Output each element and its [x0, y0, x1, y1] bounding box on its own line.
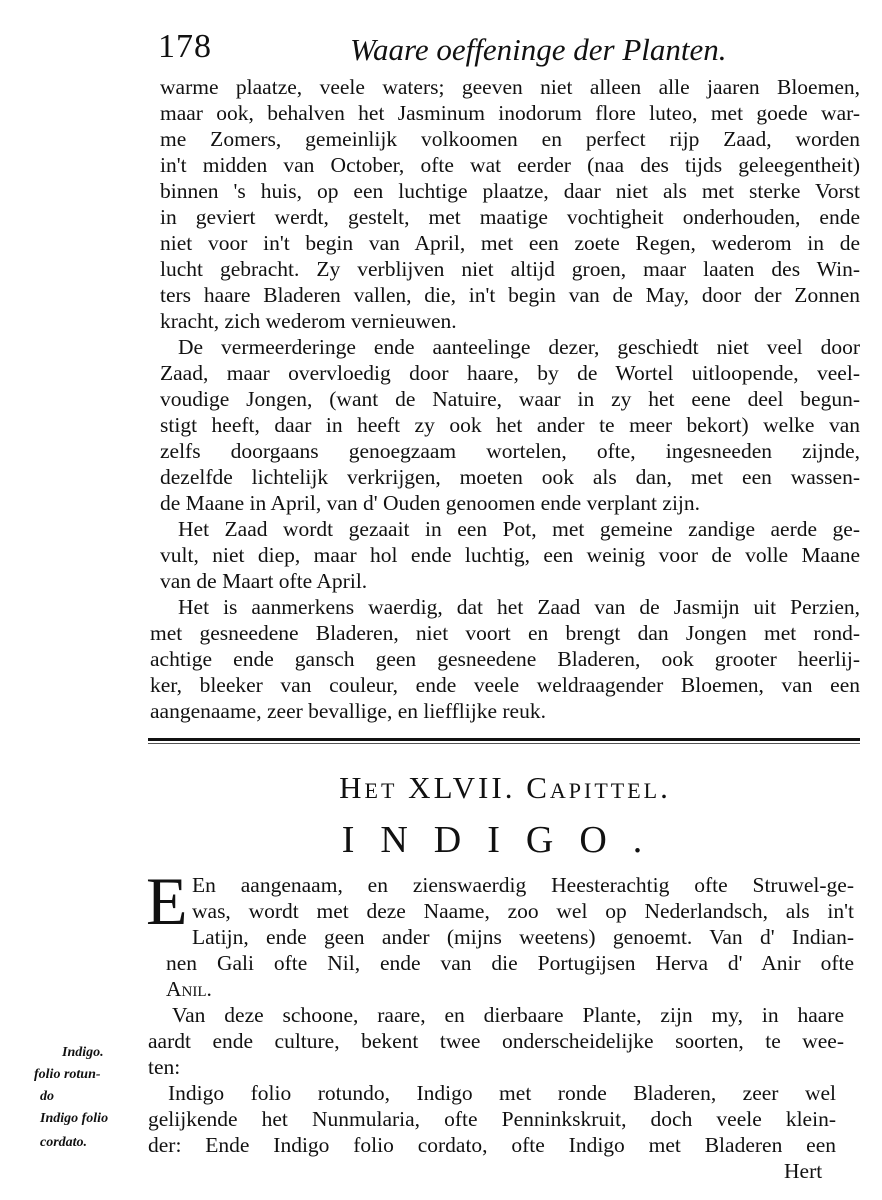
body-line: lucht gebracht. Zy verblijven niet altijd groen, maar laaten des Win- [160, 257, 860, 281]
section-divider-thin [148, 743, 860, 744]
margin-note: do [40, 1089, 54, 1104]
body-line: vult, niet diep, maar hol ende luchtig, een weinig voor de volle Maane [160, 543, 860, 567]
chapter-line: gelijkende het Nunmularia, ofte Penninkskruit, doch veele klein- [148, 1107, 836, 1131]
margin-note: cordato. [40, 1135, 88, 1150]
body-line: aangenaame, zeer bevallige, en liefflijke reuk. [150, 699, 546, 723]
body-line: achtige ende gansch geen gesneedene Bladeren, ook grooter heerlij- [150, 647, 860, 671]
body-line: met gesneedene Bladeren, niet voort en brengt dan Jongen met rond- [150, 621, 860, 645]
chapter-line: aardt ende culture, bekent twee onderscheidelijke soorten, te wee- [148, 1029, 844, 1053]
catchword: Hert [784, 1159, 823, 1183]
chapter-title: INDIGO. [341, 819, 669, 861]
chapter-line: En aangenaam, en zienswaerdig Heesterachtig ofte Struwel-ge- [192, 873, 854, 897]
body-line: ters haare Bladeren vallen, die, in't begin van de May, door der Zonnen [160, 283, 860, 307]
chapter-line: Latijn, ende geen ander (mijns weetens) genoemt. Van d' Indian- [192, 925, 854, 949]
section-divider [148, 738, 860, 741]
chapter-line: Indigo folio rotundo, Indigo met ronde Bladeren, zeer wel [168, 1081, 836, 1105]
chapter-line: der: Ende Indigo folio cordato, ofte Indigo met Bladeren een [148, 1133, 836, 1157]
body-line: van de Maart ofte April. [160, 569, 368, 593]
body-line: in't midden van October, ofte wat eerder (naa des tijds geleegentheit) [160, 153, 860, 177]
body-line: Het is aanmerkens waerdig, dat het Zaad van de Jasmijn uit Perzien, [178, 595, 860, 619]
margin-note: folio rotun- [34, 1067, 101, 1082]
body-line: kracht, zich wederom vernieuwen. [160, 309, 457, 333]
page-number: 178 [158, 28, 212, 65]
chapter-line: Anil. [166, 977, 212, 1001]
running-title: Waare oeffeninge der Planten. [350, 32, 727, 67]
chapter-line: ten: [148, 1055, 181, 1079]
chapter-line: was, wordt met deze Naame, zoo wel op Nederlandsch, als in't [192, 899, 854, 923]
body-line: De vermeerderinge ende aanteelinge dezer, geschiedt niet veel door [178, 335, 860, 359]
chapter-heading: Het XLVII. Capittel. [339, 770, 671, 805]
body-line: Het Zaad wordt gezaait in een Pot, met gemeine zandige aerde ge- [178, 517, 860, 541]
margin-note: Indigo folio [40, 1111, 109, 1126]
body-line: me Zomers, gemeinlijk volkoomen en perfect rijp Zaad, worden [160, 127, 860, 151]
chapter-line: Van deze schoone, raare, en dierbaare Plante, zijn my, in haare [172, 1003, 844, 1027]
running-head [150, 28, 860, 70]
margin-note: Indigo. [62, 1045, 104, 1060]
body-line: dezelfde lichtelijk verkrijgen, moeten ook als dan, met een wassen- [160, 465, 860, 489]
body-line: binnen 's huis, op een luchtige plaatze, daar niet als met sterke Vorst [160, 179, 860, 203]
body-line: in geviert werdt, gestelt, met maatige vochtigheit onderhouden, ende [160, 205, 860, 229]
chapter-line: nen Gali ofte Nil, ende van die Portugijsen Herva d' Anir ofte [166, 951, 854, 975]
body-line: de Maane in April, van d' Ouden genoomen ende verplant zijn. [160, 491, 701, 515]
body-line: Zaad, maar overvloedig door haare, by de Wortel uitloopende, veel- [160, 361, 860, 385]
body-line: zelfs doorgaans genoegzaam wortelen, ofte, ingesneeden zijnde, [160, 439, 860, 463]
body-line: niet voor in't begin van April, met een zoete Regen, wederom in de [160, 231, 860, 255]
body-line: stigt heeft, daar in heeft zy ook het ander te meer bekort) welke van [160, 413, 860, 437]
body-line: ker, bleeker van couleur, ende veele weldraagender Bloemen, van een [150, 673, 860, 697]
body-line: voudige Jongen, (want de Natuire, waar in zy het eene deel begun- [160, 387, 860, 411]
drop-cap: E [146, 863, 188, 939]
body-line: maar ook, behalven het Jasminum inodorum flore luteo, met goede war- [160, 101, 860, 125]
body-line: warme plaatze, veele waters; geeven niet alleen alle jaaren Bloemen, [160, 75, 860, 99]
